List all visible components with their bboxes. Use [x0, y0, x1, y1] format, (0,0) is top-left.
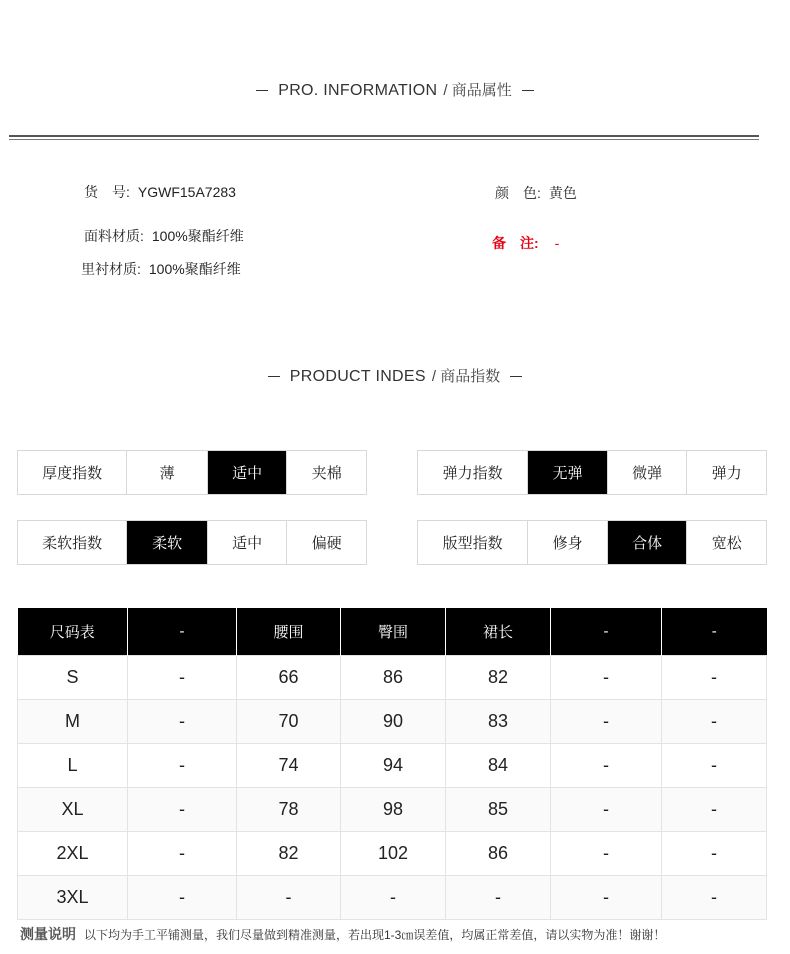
table-cell: 74 [237, 744, 341, 788]
table-cell: - [446, 876, 551, 920]
measurement-note [20, 924, 665, 944]
table-cell: - [128, 744, 237, 788]
info-fabric [84, 226, 244, 246]
table-cell: - [551, 744, 662, 788]
info-sku [84, 182, 236, 202]
size-table-header-cell: 裙长 [446, 608, 551, 656]
info-remark-label: 备 注: [492, 235, 539, 251]
index-thickness-option-padded: 夹棉 [286, 451, 366, 494]
table-cell: 90 [341, 700, 446, 744]
table-cell: - [551, 788, 662, 832]
index-thickness [17, 450, 367, 495]
table-cell: 94 [341, 744, 446, 788]
info-remark-value: - [554, 235, 560, 251]
table-cell: - [662, 700, 767, 744]
table-cell: - [662, 788, 767, 832]
pro-information-title [0, 79, 790, 100]
table-cell: 2XL [18, 832, 128, 876]
index-elasticity [417, 450, 767, 495]
table-cell: 82 [237, 832, 341, 876]
info-lining-label: 里衬材质: [81, 261, 141, 277]
index-softness-label: 柔软指数 [42, 535, 103, 552]
table-cell: - [551, 700, 662, 744]
index-thickness-label: 厚度指数 [42, 465, 103, 482]
index-elasticity-option-none: 无弹 [527, 451, 607, 494]
info-sku-value: YGWF15A7283 [137, 184, 236, 200]
table-cell: - [128, 788, 237, 832]
table-cell: 78 [237, 788, 341, 832]
pro-information-title-en: PRO. INFORMATION [278, 82, 438, 99]
size-table-header-cell: 腰围 [237, 608, 341, 656]
size-table-header [18, 608, 767, 656]
product-index-title-cn: / 商品指数 [431, 368, 501, 385]
size-table-header-cell: - [128, 608, 237, 656]
table-row [18, 656, 767, 700]
index-fit-label: 版型指数 [442, 535, 503, 552]
table-row [18, 876, 767, 920]
index-fit-option-slim: 修身 [527, 521, 607, 564]
info-color-value: 黄色 [548, 185, 577, 201]
index-elasticity-label: 弹力指数 [442, 465, 503, 482]
table-cell: L [18, 744, 128, 788]
title-dash-left [256, 90, 268, 91]
table-cell: - [551, 832, 662, 876]
table-row [18, 832, 767, 876]
table-cell: 102 [341, 832, 446, 876]
info-remark [492, 233, 559, 253]
size-table-header-cell: 尺码表 [18, 608, 128, 656]
table-cell: - [662, 876, 767, 920]
index-softness-option-soft: 柔软 [126, 521, 207, 564]
divider-line-top [9, 135, 759, 137]
info-fabric-label: 面料材质: [84, 228, 144, 244]
title-dash-right [510, 376, 522, 377]
table-cell: - [662, 656, 767, 700]
table-cell: - [128, 832, 237, 876]
info-color-label: 颜 色: [495, 185, 541, 201]
index-thickness-option-thin: 薄 [126, 451, 207, 494]
info-lining-value: 100%聚酯纤维 [148, 261, 241, 277]
index-softness-option-hard: 偏硬 [286, 521, 366, 564]
table-row [18, 700, 767, 744]
info-sku-label: 货 号: [84, 184, 130, 200]
table-cell: 3XL [18, 876, 128, 920]
table-cell: - [662, 832, 767, 876]
table-cell: - [128, 700, 237, 744]
table-cell: - [551, 876, 662, 920]
pro-information-title-cn: / 商品属性 [443, 82, 512, 99]
table-cell: 85 [446, 788, 551, 832]
table-cell: 70 [237, 700, 341, 744]
table-row [18, 744, 767, 788]
table-cell: 98 [341, 788, 446, 832]
size-table-header-cell: 臀围 [341, 608, 446, 656]
product-index-title-en: PRODUCT INDES [289, 368, 426, 385]
divider-line-bottom [9, 139, 759, 140]
size-table-header-cell: - [551, 608, 662, 656]
table-cell: - [128, 656, 237, 700]
table-cell: 84 [446, 744, 551, 788]
table-cell: 86 [446, 832, 551, 876]
table-cell: 66 [237, 656, 341, 700]
index-elasticity-option-slight: 微弹 [607, 451, 687, 494]
size-table [17, 608, 767, 920]
table-cell: 82 [446, 656, 551, 700]
table-cell: - [128, 876, 237, 920]
table-cell: S [18, 656, 128, 700]
table-cell: M [18, 700, 128, 744]
info-fabric-value: 100%聚酯纤维 [151, 228, 244, 244]
product-index-title [0, 365, 790, 386]
table-cell: 86 [341, 656, 446, 700]
table-cell: - [551, 656, 662, 700]
table-cell: - [237, 876, 341, 920]
size-table-header-cell: - [662, 608, 767, 656]
title-dash-right [522, 90, 534, 91]
table-cell: - [662, 744, 767, 788]
index-thickness-option-medium: 适中 [207, 451, 287, 494]
index-fit-option-regular: 合体 [607, 521, 687, 564]
index-softness [17, 520, 367, 565]
measurement-note-title: 测量说明 [20, 926, 76, 942]
section-divider [9, 135, 759, 141]
table-cell: XL [18, 788, 128, 832]
title-dash-left [268, 376, 280, 377]
index-softness-option-medium: 适中 [207, 521, 287, 564]
info-lining [81, 259, 241, 279]
index-elasticity-option-stretch: 弹力 [686, 451, 766, 494]
info-color [495, 183, 577, 203]
index-fit [417, 520, 767, 565]
table-cell: - [341, 876, 446, 920]
table-cell: 83 [446, 700, 551, 744]
table-row [18, 788, 767, 832]
measurement-note-text: 以下均为手工平铺测量，我们尽量做到精准测量，若出现1-3㎝误差值，均属正常差值，请以实物为准！谢谢！ [84, 928, 666, 942]
index-fit-option-loose: 宽松 [686, 521, 766, 564]
